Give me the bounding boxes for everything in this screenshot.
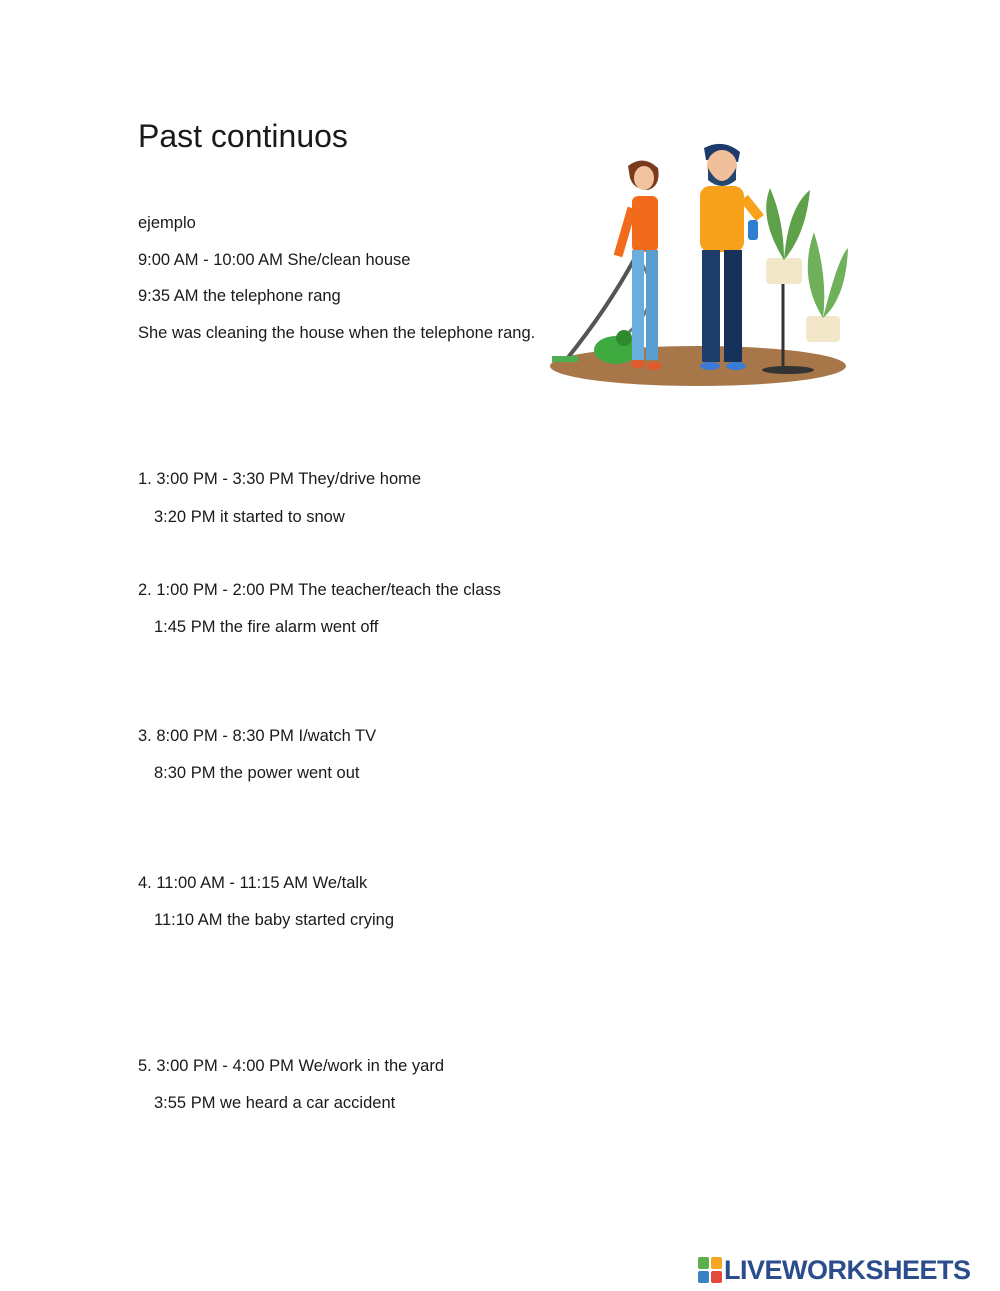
example-line-1: 9:00 AM - 10:00 AM She/clean house [138,251,411,269]
exercise-1-line-1: 1. 3:00 PM - 3:30 PM They/drive home [138,470,422,488]
page-title: Past continuos [138,118,348,154]
couple-cleaning-illustration [548,138,848,392]
exercise-5-line-2: 3:55 PM we heard a car accident [154,1094,396,1112]
exercise-2-line-1: 2. 1:00 PM - 2:00 PM The teacher/teach the class [138,581,501,599]
exercise-5-line-1: 5. 3:00 PM - 4:00 PM We/work in the yard [138,1057,444,1075]
exercise-1-line-2: 3:20 PM it started to snow [154,508,345,526]
example-sentence: She was cleaning the house when the telephone rang. [138,324,536,342]
example-line-2: 9:35 AM the telephone rang [138,287,341,305]
liveworksheets-logo-mark-icon [698,1257,722,1283]
liveworksheets-logo [698,1255,971,1285]
liveworksheets-logo-text: LIVEWORKSHEETS [724,1254,971,1285]
example-label: ejemplo [138,214,196,232]
exercise-4-line-1: 4. 11:00 AM - 11:15 AM We/talk [138,874,368,892]
exercise-2-line-2: 1:45 PM the fire alarm went off [154,618,379,636]
exercise-3-line-1: 3. 8:00 PM - 8:30 PM I/watch TV [138,727,377,745]
exercise-4-line-2: 11:10 AM the baby started crying [154,911,394,929]
exercise-3-line-2: 8:30 PM the power went out [154,764,360,782]
